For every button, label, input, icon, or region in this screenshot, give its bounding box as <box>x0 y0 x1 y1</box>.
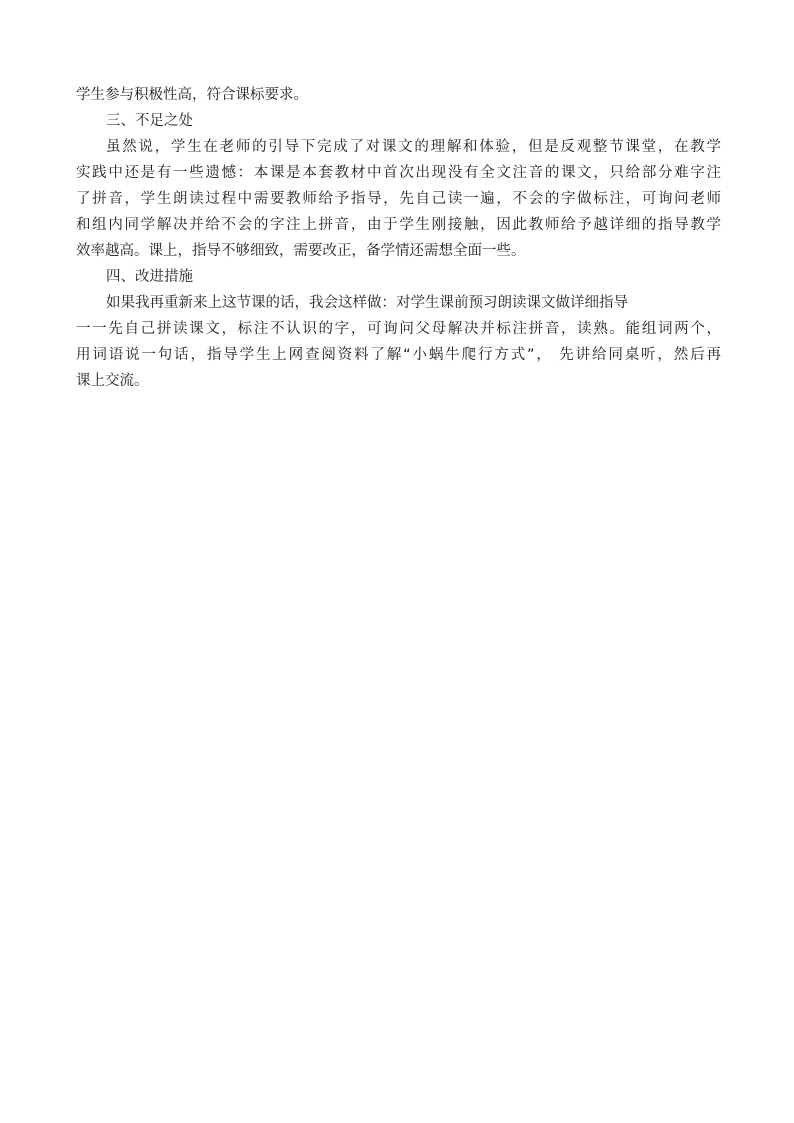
paragraph-shortcomings-line: 效率越高。课上，指导不够细致，需要改正，备学情还需想全面一些。 <box>76 243 526 259</box>
paragraph-shortcomings-line: 实践中还是有一些遗憾：本课是本套教材中首次出现没有全文注音的课文，只给部分难字注 <box>76 165 721 181</box>
paragraph-shortcomings-line: 虽然说，学生在老师的引导下完成了对课文的理解和体验，但是反观整节课堂，在教学 <box>106 139 721 155</box>
document-body <box>76 82 721 394</box>
paragraph-improvements-line: 用词语说一句话，指导学生上网查阅资料了解“小蜗牛爬行方式”， 先讲给同桌听，然后再 <box>76 347 721 363</box>
paragraph-improvements-line: 课上交流。 <box>76 373 149 389</box>
section-heading-shortcomings: 三、不足之处 <box>106 113 193 129</box>
paragraph-improvements-line: 如果我再重新来上这节课的话，我会这样做：对学生课前预习朗读课文做详细指导 <box>106 295 628 311</box>
paragraph-shortcomings-line: 了拼音，学生朗读过程中需要教师给予指导，先自己读一遍，不会的字做标注，可询问老师 <box>76 191 721 207</box>
paragraph-improvements-line: 一一先自己拼读课文，标注不认识的字，可询问父母解决并标注拼音，读熟。能组词两个， <box>76 321 721 337</box>
section-heading-improvements: 四、改进措施 <box>106 269 193 285</box>
paragraph-continuation-line: 学生参与积极性高，符合课标要求。 <box>76 87 308 103</box>
paragraph-shortcomings-line: 和组内同学解决并给不会的字注上拼音，由于学生刚接触，因此教师给予越详细的指导教学 <box>76 217 721 233</box>
